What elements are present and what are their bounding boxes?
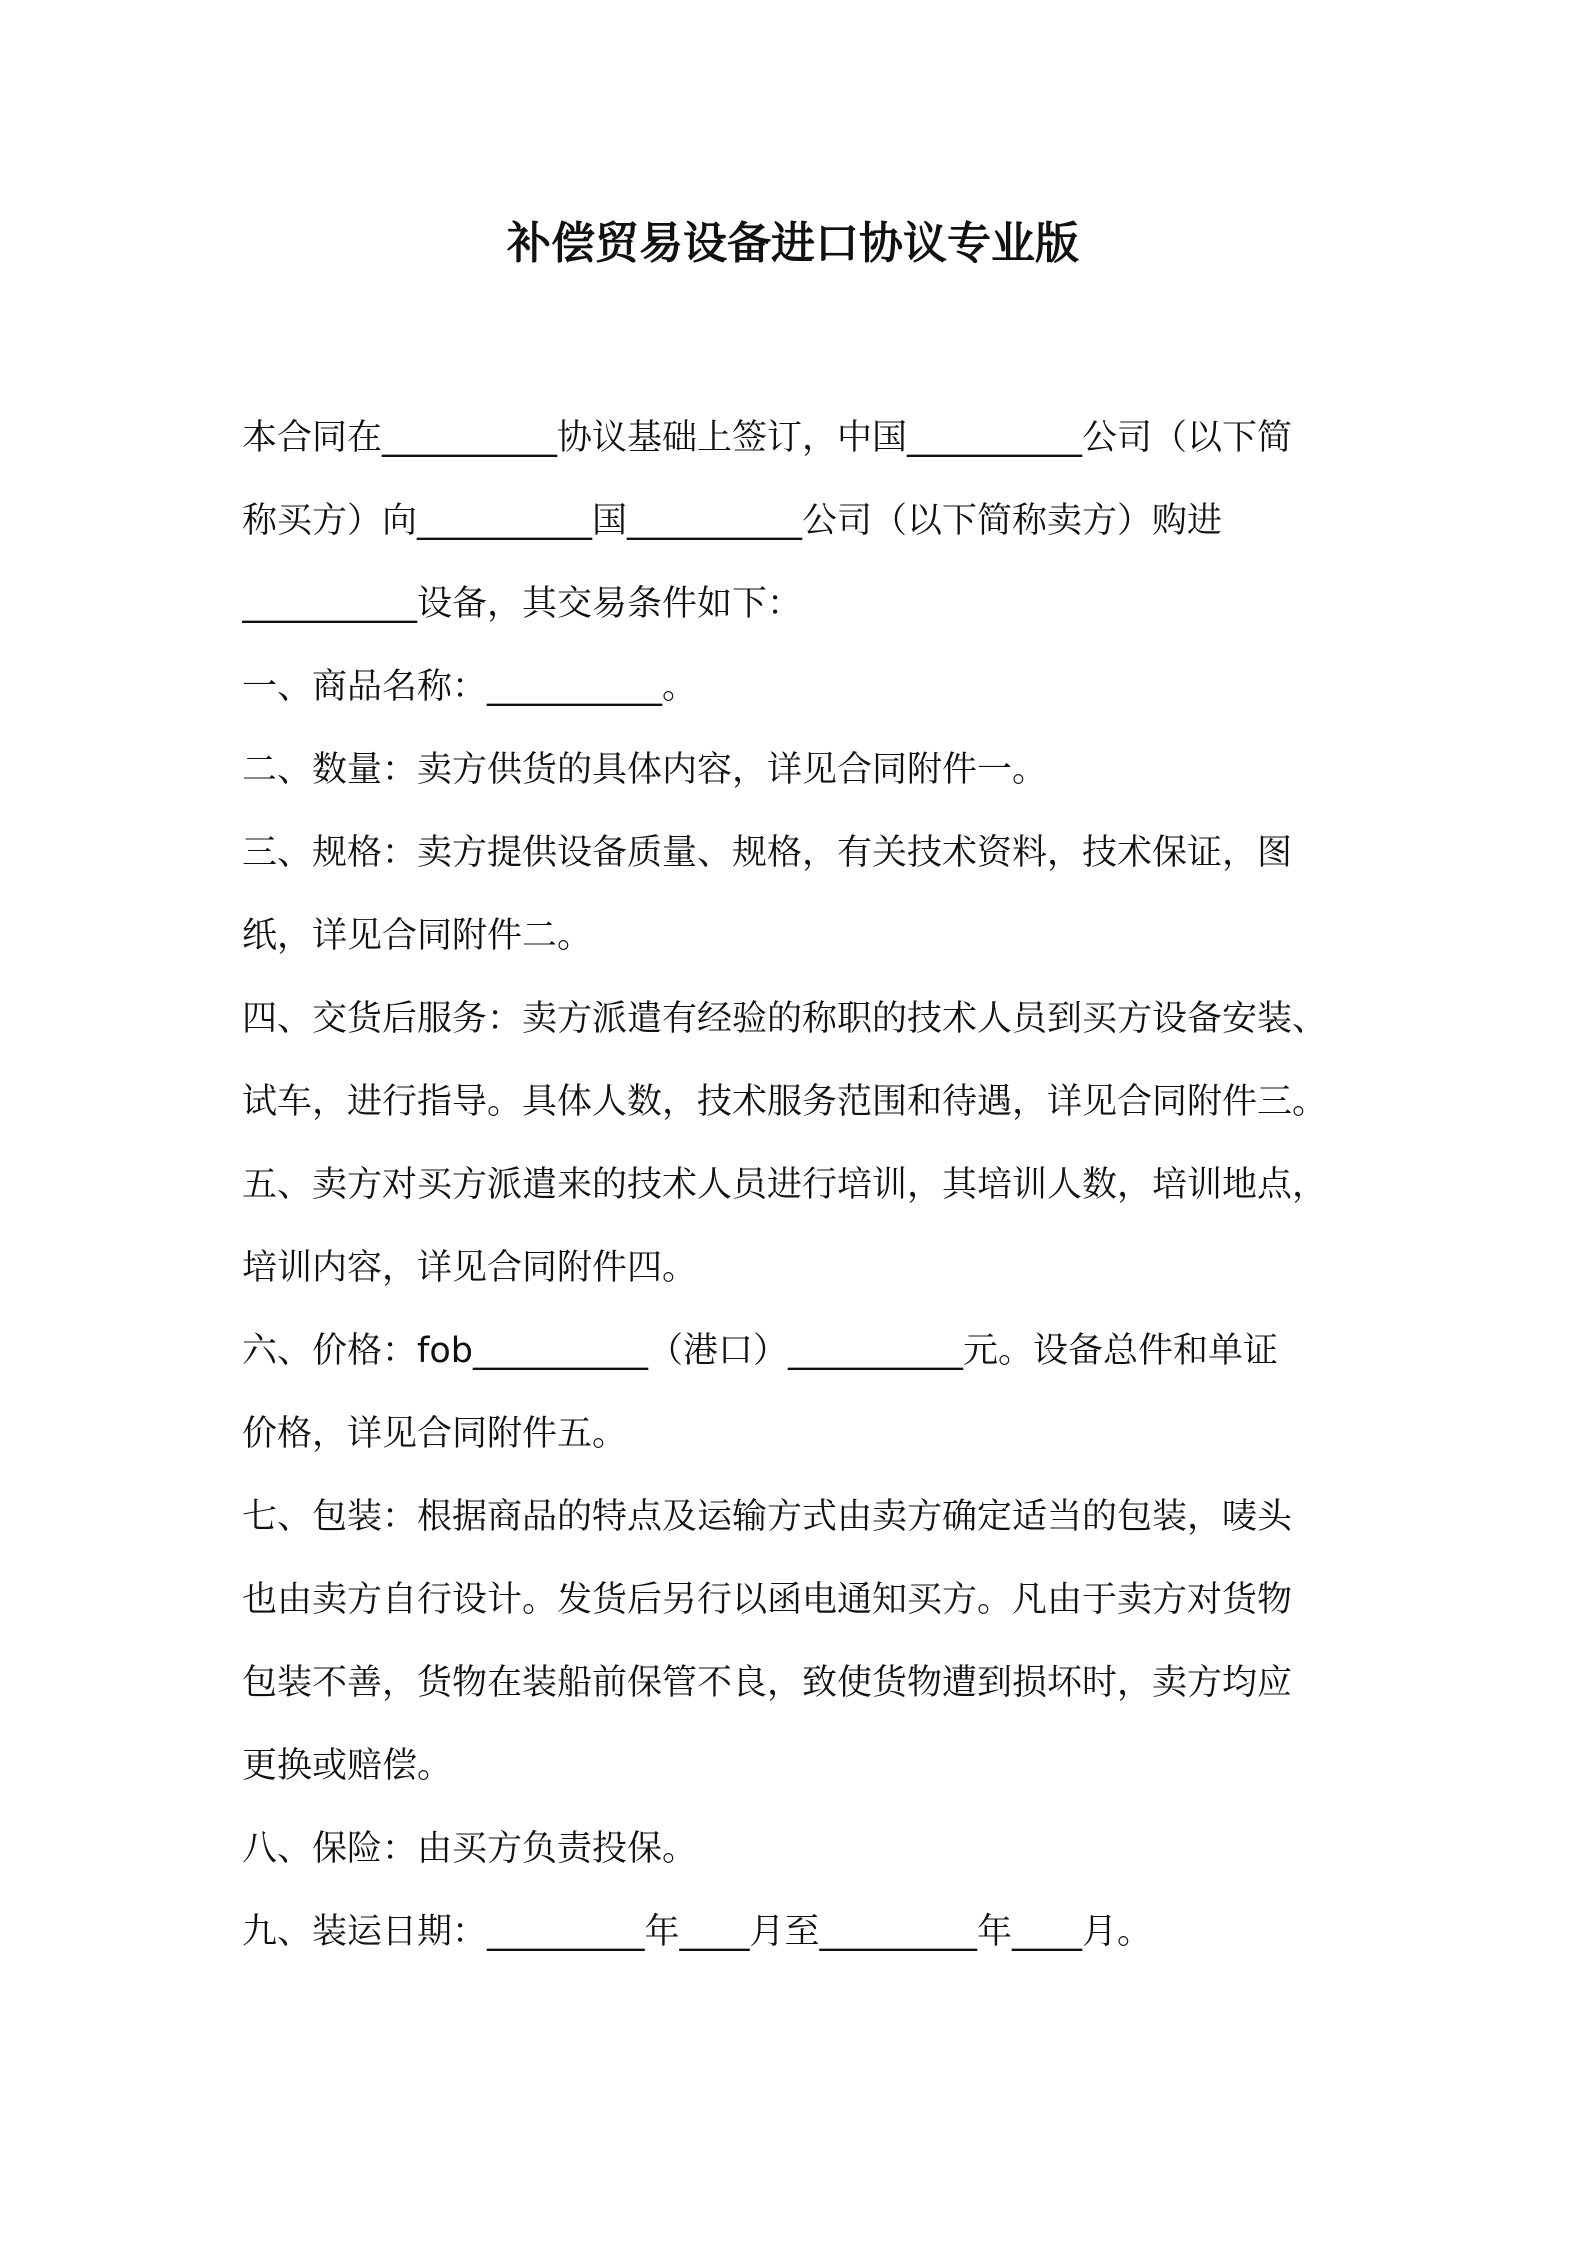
clause-5-line-2: 培训内容，详见合同附件四。	[242, 1248, 698, 1288]
document-body	[242, 405, 1352, 1982]
clause-4-line-2: 试车，进行指导。具体人数，技术服务范围和待遇，详见合同附件三。	[242, 1082, 1328, 1122]
clause-1-line: 一、商品名称：__________。	[242, 667, 698, 707]
clause-8-line: 八、保险：由买方负责投保。	[242, 1829, 698, 1869]
clause-7-line-3: 包装不善，货物在装船前保管不良，致使货物遭到损坏时，卖方均应	[242, 1663, 1293, 1703]
text-line-2: 称买方）向__________国__________公司（以下简称卖方）购进	[242, 501, 1223, 541]
clause-9-line: 九、装运日期：_________年____月至_________年____月。	[242, 1912, 1153, 1952]
clause-7-line-2: 也由卖方自行设计。发货后另行以函电通知买方。凡由于卖方对货物	[242, 1580, 1293, 1620]
clause-3-line-2: 纸，详见合同附件二。	[242, 916, 593, 956]
text-line-1: 本合同在__________协议基础上签订，中国__________公司（以下简	[242, 418, 1293, 458]
clause-6-line-2: 价格，详见合同附件五。	[242, 1414, 628, 1454]
clause-4-line-1: 四、交货后服务：卖方派遣有经验的称职的技术人员到买方设备安装、	[242, 999, 1328, 1039]
document-title: 补偿贸易设备进口协议专业版	[507, 218, 1079, 269]
clause-2-line: 二、数量：卖方供货的具体内容，详见合同附件一。	[242, 750, 1048, 790]
clause-7-line-4: 更换或赔偿。	[242, 1746, 453, 1786]
clause-6-line-1: 六、价格：fob__________（港口）__________元。设备总件和单证	[242, 1331, 1278, 1371]
clause-7-line-1: 七、包装：根据商品的特点及运输方式由卖方确定适当的包装，唛头	[242, 1497, 1293, 1537]
clause-5-line-1: 五、卖方对买方派遣来的技术人员进行培训，其培训人数，培训地点，	[242, 1165, 1328, 1205]
clause-3-line-1: 三、规格：卖方提供设备质量、规格，有关技术资料，技术保证，图	[242, 833, 1293, 873]
text-line-3: __________设备，其交易条件如下：	[242, 584, 803, 624]
